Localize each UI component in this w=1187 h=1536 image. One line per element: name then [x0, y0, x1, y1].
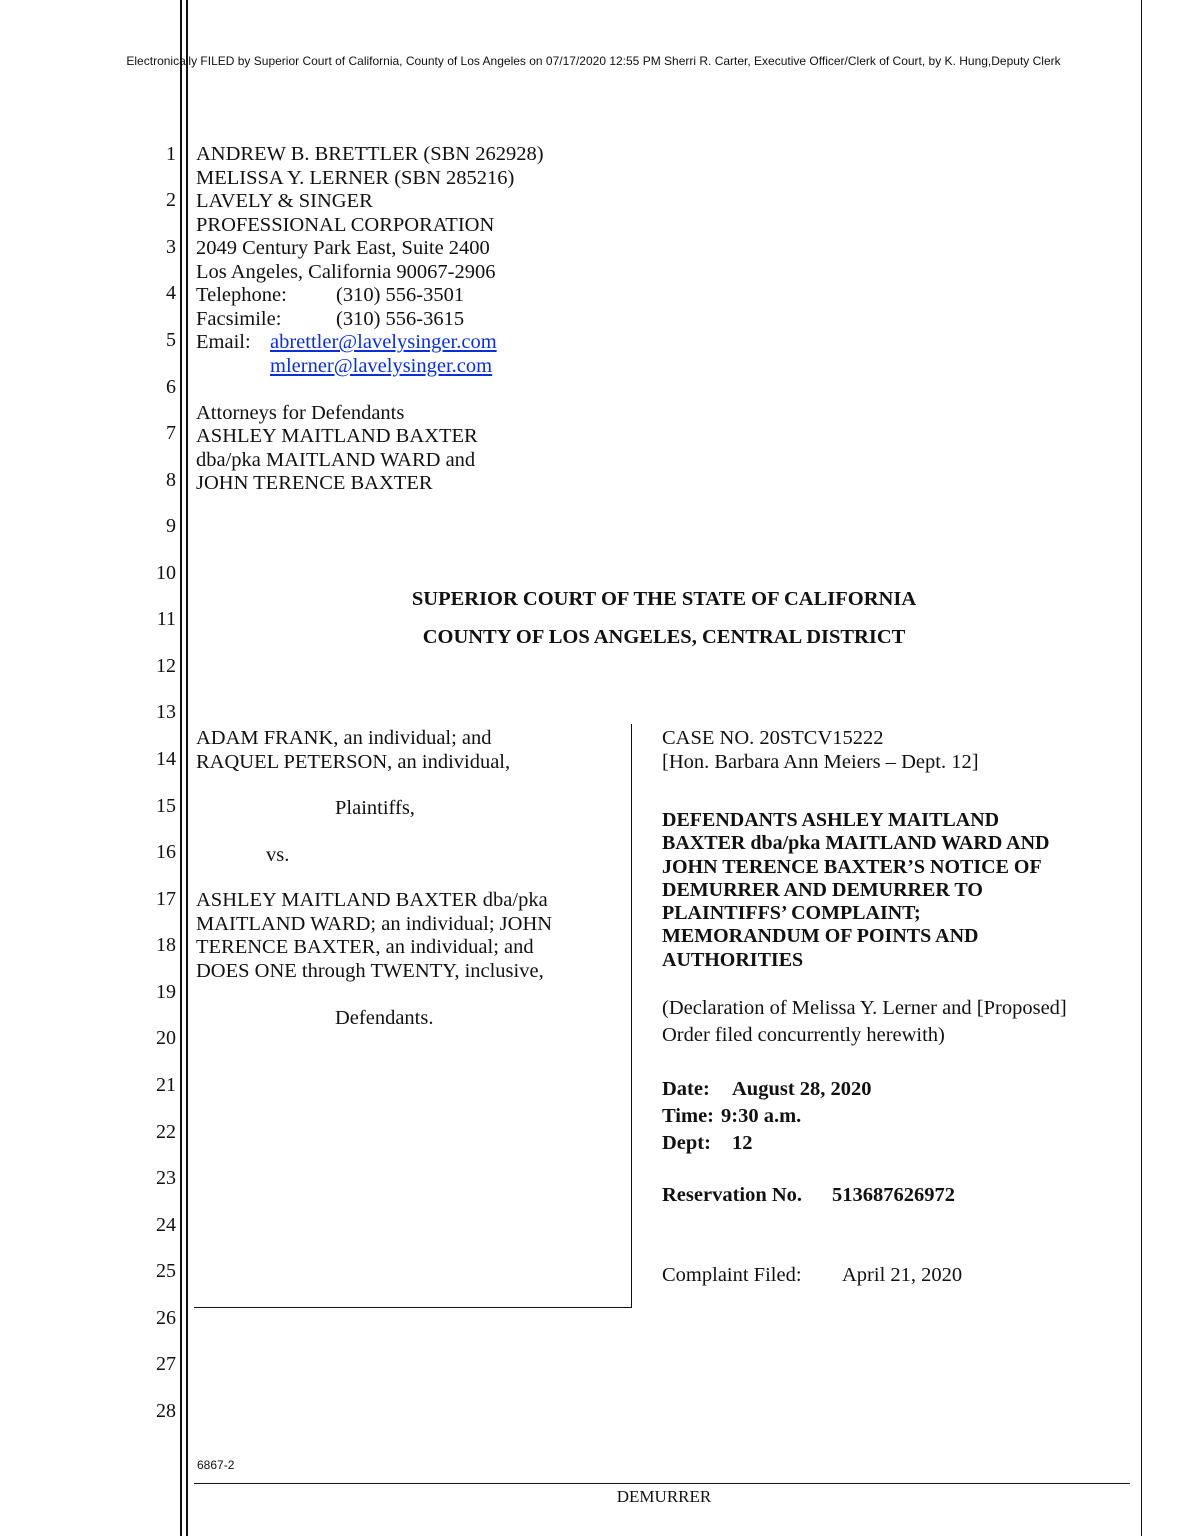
line-number: 4 — [166, 282, 176, 304]
email-link-brettler[interactable]: abrettler@lavelysinger.com — [270, 331, 497, 353]
document-title — [662, 809, 1050, 972]
footer-title: DEMURRER — [616, 1487, 712, 1506]
attorney-line: ANDREW B. BRETTLER (SBN 262928) — [196, 143, 544, 165]
line-number: 28 — [156, 1400, 176, 1422]
line-number: 17 — [156, 888, 176, 910]
footer-rule — [194, 1483, 1130, 1484]
email-label: Email: — [196, 331, 251, 353]
line-number: 6 — [166, 376, 176, 398]
hearing-date: August 28, 2020 — [732, 1078, 872, 1100]
defendant-line: TERENCE BAXTER, an individual; and — [196, 936, 534, 958]
case-number-block — [662, 727, 979, 774]
hearing-date-row — [662, 1076, 872, 1103]
line-number: 23 — [156, 1167, 176, 1189]
line-number: 2 — [166, 189, 176, 211]
line-number: 24 — [156, 1214, 176, 1236]
hearing-dept-label: Dept: — [662, 1132, 711, 1154]
attorneys-for-line: JOHN TERENCE BAXTER — [196, 472, 433, 494]
complaint-filed-label: Complaint Filed: — [662, 1264, 802, 1286]
defendant-line: ASHLEY MAITLAND BAXTER dba/pka — [196, 889, 548, 911]
plaintiff-line: ADAM FRANK, an individual; and — [196, 727, 492, 749]
declaration-note — [662, 995, 1067, 1049]
document-title-line: AUTHORITIES — [662, 948, 804, 971]
document-title-line: DEMURRER AND DEMURRER TO — [662, 878, 983, 901]
hearing-info — [662, 1076, 872, 1157]
line-number: 12 — [156, 655, 176, 677]
left-margin-rule-inner — [186, 0, 188, 1536]
document-title-line: MEMORANDUM OF POINTS AND — [662, 925, 979, 948]
attorneys-for-line: Attorneys for Defendants — [196, 401, 405, 424]
email-row — [196, 331, 544, 355]
declaration-line: (Declaration of Melissa Y. Lerner and [Proposed] — [662, 997, 1067, 1019]
line-number: 7 — [166, 422, 176, 444]
document-title-line: JOHN TERENCE BAXTER’S NOTICE OF — [662, 855, 1042, 878]
filing-stamp: Electronically FILED by Superior Court of California, County of Los Angeles on 07/17/2020 12:55 PM Sherri R. Carter, Executive Officer/Clerk of Court, by K. Hung,Deputy Clerk — [126, 54, 1061, 68]
complaint-filed-row — [662, 1264, 962, 1287]
document-title-line: DEFENDANTS ASHLEY MAITLAND — [662, 809, 1000, 831]
attorney-line: MELISSA Y. LERNER (SBN 285216) — [196, 166, 515, 189]
line-number: 3 — [166, 236, 176, 258]
judge-assignment: [Hon. Barbara Ann Meiers – Dept. 12] — [662, 750, 979, 773]
line-number: 26 — [156, 1307, 176, 1329]
line-number: 15 — [156, 795, 176, 817]
line-number: 18 — [156, 934, 176, 956]
email-link-lerner[interactable]: mlerner@lavelysinger.com — [270, 354, 493, 377]
document-code: 6867-2 — [197, 1458, 235, 1472]
plaintiffs-label: Plaintiffs, — [335, 797, 415, 819]
plaintiff-line: RAQUEL PETERSON, an individual, — [196, 750, 511, 773]
line-number: 22 — [156, 1121, 176, 1143]
attorney-block — [196, 143, 544, 496]
document-title-line: PLAINTIFFS’ COMPLAINT; — [662, 902, 921, 925]
telephone-label: Telephone: — [196, 284, 287, 306]
document-title-line: BAXTER dba/pka MAITLAND WARD AND — [662, 832, 1050, 855]
facsimile-label: Facsimile: — [196, 307, 282, 330]
versus-label: vs. — [266, 844, 290, 866]
line-number: 1 — [166, 143, 176, 165]
attorneys-for-line: dba/pka MAITLAND WARD and — [196, 448, 476, 471]
firm-name: PROFESSIONAL CORPORATION — [196, 213, 495, 236]
line-number: 8 — [166, 469, 176, 491]
complaint-filed-date: April 21, 2020 — [842, 1264, 963, 1286]
reservation-number: 513687626972 — [832, 1184, 955, 1206]
hearing-time: 9:30 a.m. — [721, 1105, 802, 1127]
firm-name: LAVELY & SINGER — [196, 190, 373, 212]
plaintiffs-block — [196, 727, 510, 774]
line-number: 19 — [156, 981, 176, 1003]
case-number: CASE NO. 20STCV15222 — [662, 727, 884, 749]
reservation-label: Reservation No. — [662, 1184, 803, 1206]
line-number: 21 — [156, 1074, 176, 1096]
hearing-time-label: Time: — [662, 1105, 715, 1127]
facsimile-row — [196, 308, 544, 332]
defendant-line: MAITLAND WARD; an individual; JOHN — [196, 912, 553, 935]
line-number: 25 — [156, 1260, 176, 1282]
defendants-block — [196, 889, 552, 983]
defendant-line: DOES ONE through TWENTY, inclusive, — [196, 959, 544, 982]
caption-bottom-rule — [194, 1307, 632, 1308]
left-margin-rule-outer — [180, 0, 182, 1536]
attorneys-for-line: ASHLEY MAITLAND BAXTER — [196, 425, 478, 447]
line-number: 10 — [156, 562, 176, 584]
line-number: 27 — [156, 1353, 176, 1375]
hearing-dept: 12 — [732, 1132, 753, 1154]
hearing-dept-row — [662, 1130, 872, 1157]
line-number: 14 — [156, 748, 176, 770]
line-number: 5 — [166, 329, 176, 351]
line-number: 11 — [156, 608, 176, 630]
caption-divider — [631, 724, 632, 1308]
court-title-line2: COUNTY OF LOS ANGELES, CENTRAL DISTRICT — [422, 626, 906, 648]
line-number: 9 — [166, 515, 176, 537]
address-line: Los Angeles, California 90067-2906 — [196, 260, 496, 283]
email-row — [196, 355, 544, 379]
line-number: 16 — [156, 841, 176, 863]
reservation-row — [662, 1184, 955, 1207]
telephone-value: (310) 556-3501 — [336, 284, 465, 306]
right-margin-rule — [1141, 0, 1142, 1536]
defendants-label: Defendants. — [335, 1007, 434, 1029]
hearing-time-row — [662, 1103, 872, 1130]
facsimile-value: (310) 556-3615 — [336, 307, 465, 330]
address-line: 2049 Century Park East, Suite 2400 — [196, 237, 490, 259]
declaration-line: Order filed concurrently herewith) — [662, 1024, 945, 1046]
court-title-line1: SUPERIOR COURT OF THE STATE OF CALIFORNIA — [411, 588, 917, 610]
hearing-date-label: Date: — [662, 1078, 710, 1100]
line-number: 13 — [156, 701, 176, 723]
telephone-row — [196, 284, 544, 308]
line-number: 20 — [156, 1027, 176, 1049]
